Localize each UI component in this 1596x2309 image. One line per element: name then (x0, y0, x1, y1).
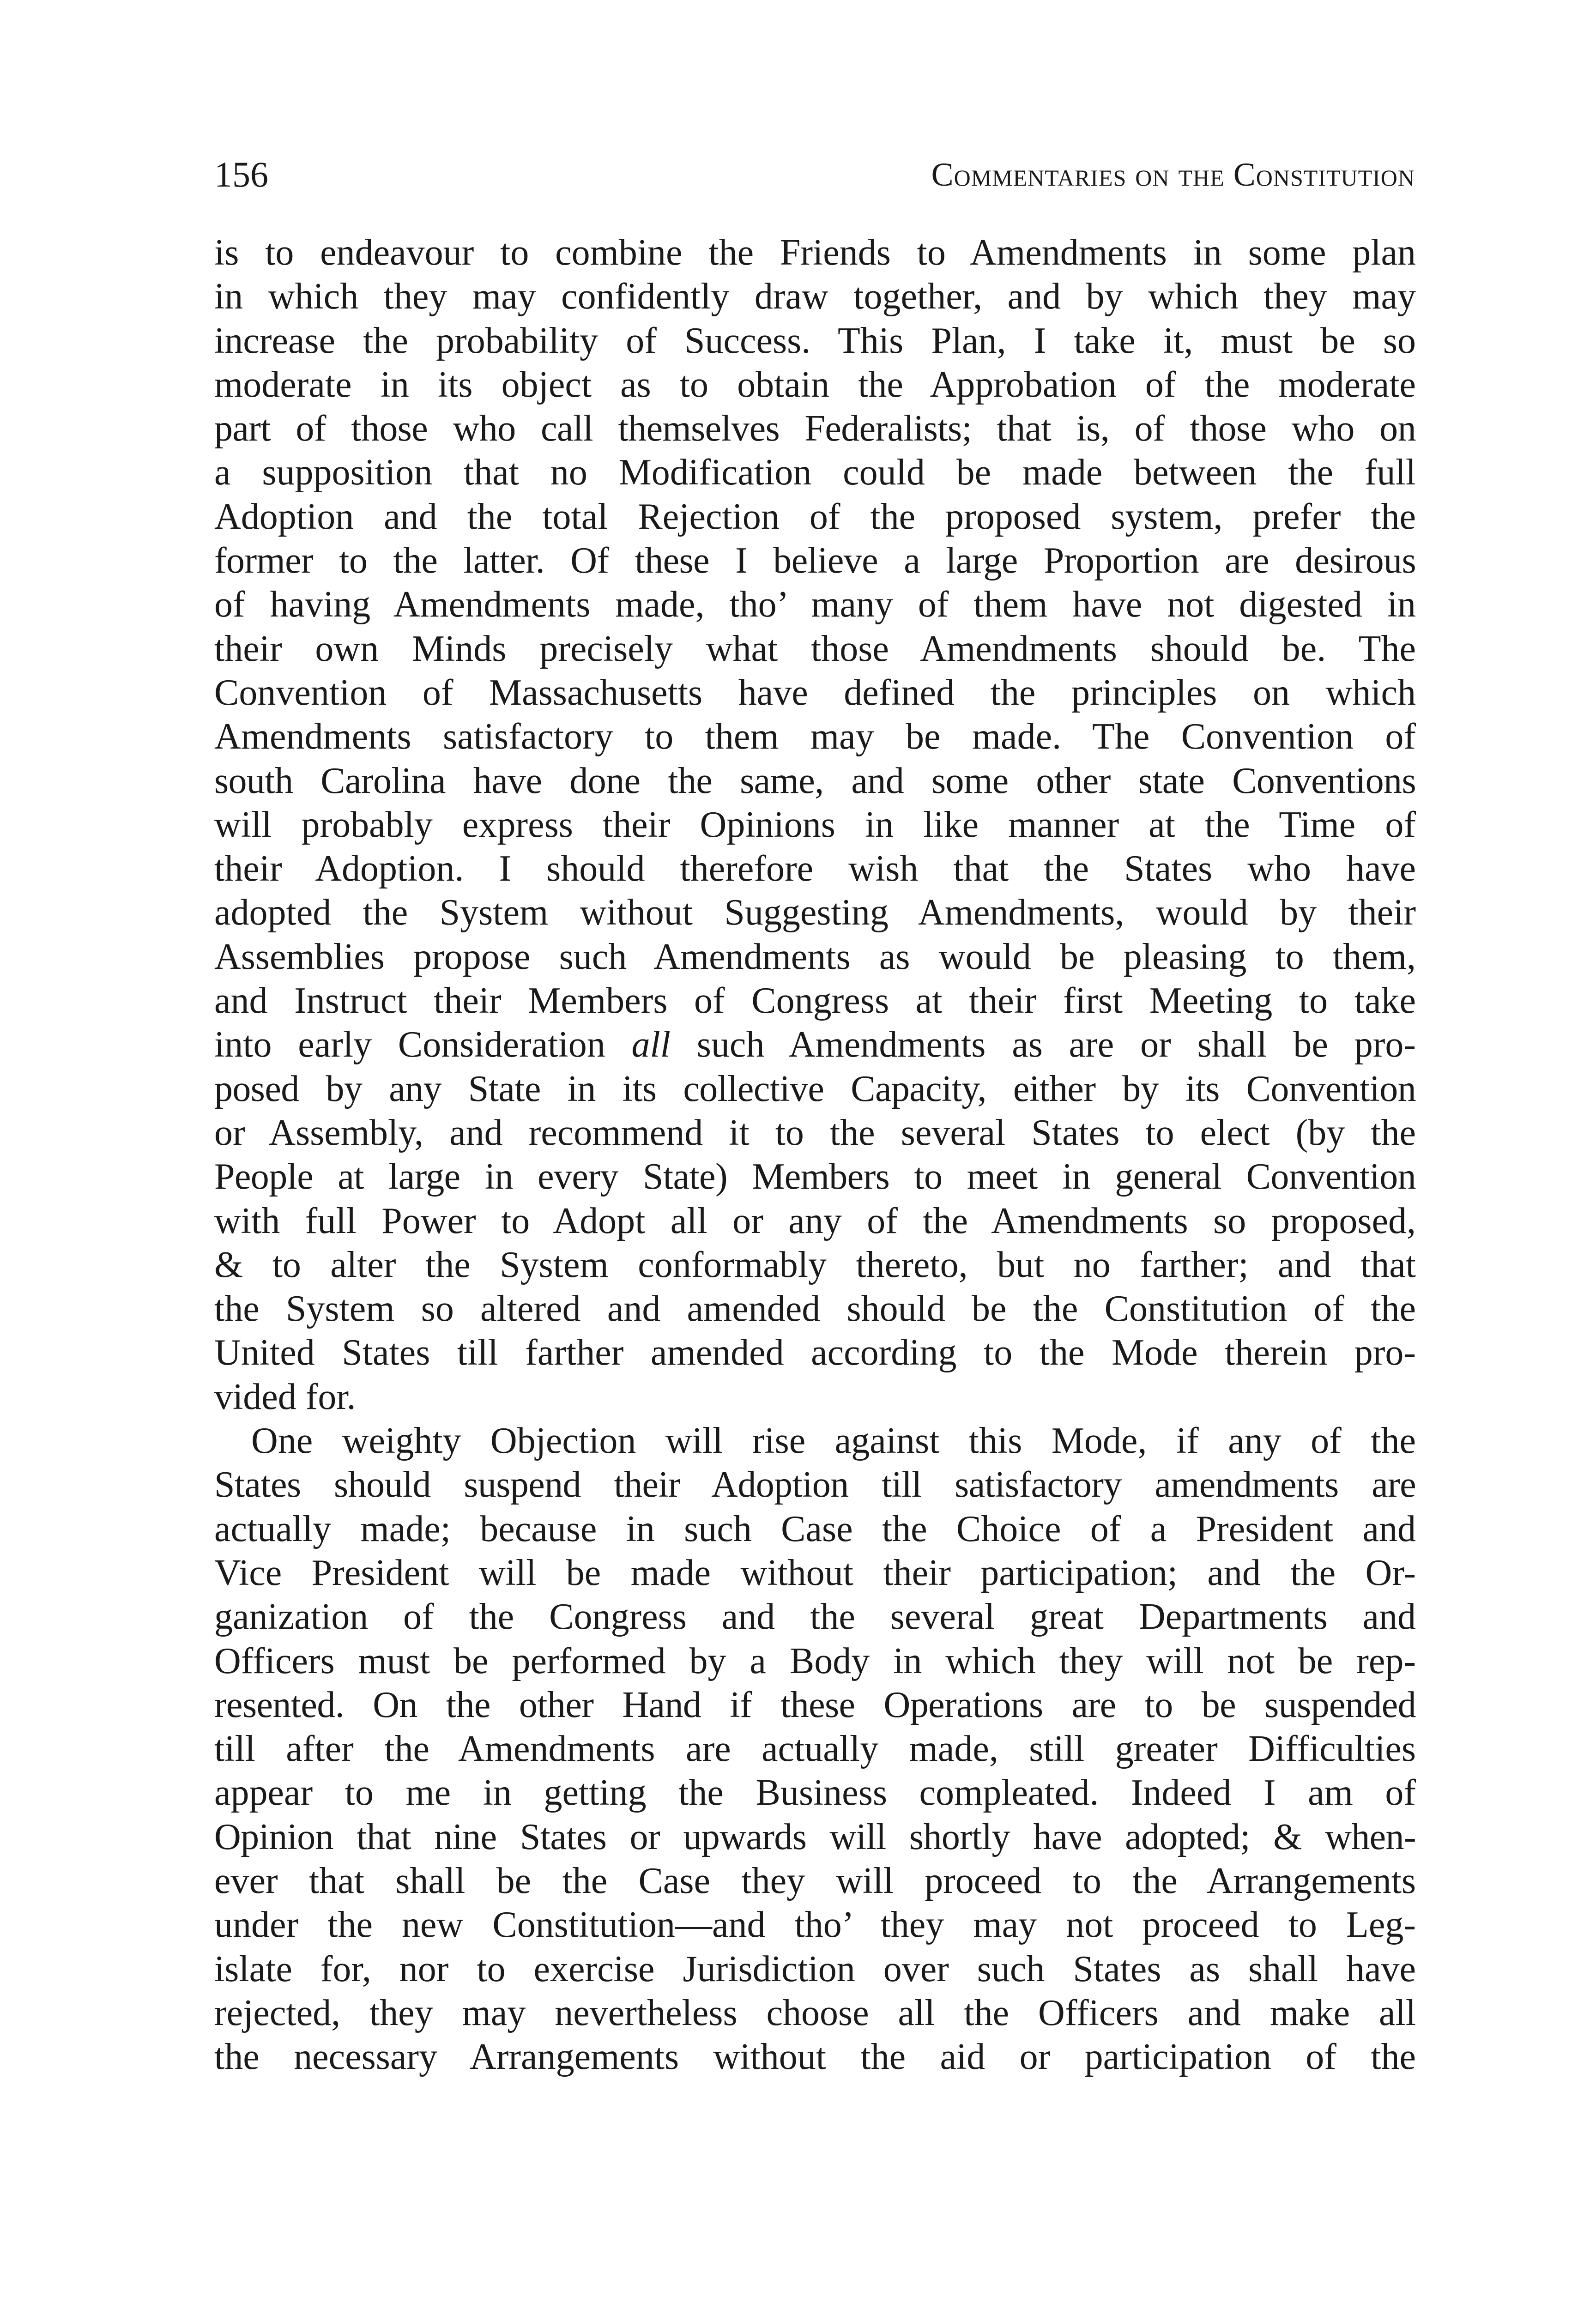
text-line: under the new Constitution—and tho’ they may not proceed to Leg- (214, 1904, 1416, 1946)
text-line: till after the Amendments are actually made, still greater Difficulties (214, 1729, 1416, 1770)
text-line: Officers must be performed by a Body in which they will not be rep- (214, 1640, 1416, 1681)
text-line: People at large in every State) Members to meet in general Convention (214, 1156, 1416, 1197)
text-line: or Assembly, and recommend it to the several States to elect (by the (214, 1112, 1416, 1153)
text-line: of having Amendments made, tho’ many of them have not digested in (214, 584, 1416, 625)
text-line: with full Power to Adopt all or any of the Amendments so proposed, (214, 1200, 1416, 1241)
emphasized-text: all (631, 1024, 671, 1065)
text-line: is to endeavour to combine the Friends to Amendments in some plan (214, 232, 1416, 273)
text-line: States should suspend their Adoption till satisfactory amendments are (214, 1464, 1416, 1505)
text-line: and Instruct their Members of Congress at their first Meeting to take (214, 980, 1416, 1022)
text-line: Amendments satisfactory to them may be made. The Convention of (214, 716, 1416, 757)
text-segment: into early Consideration (214, 1024, 605, 1065)
text-line: their Adoption. I should therefore wish that the States who have (214, 848, 1416, 889)
text-line: One weighty Objection will rise against this Mode, if any of the (251, 1420, 1416, 1462)
text-line: south Carolina have done the same, and some other state Conventions (214, 760, 1416, 801)
text-line: posed by any State in its collective Capacity, either by its Convention (214, 1068, 1416, 1109)
text-line: appear to me in getting the Business compleated. Indeed I am of (214, 1772, 1416, 1813)
text-line: vided for. (214, 1376, 356, 1417)
text-line (214, 1023, 1416, 1067)
text-line: United States till farther amended according to the Mode therein pro- (214, 1332, 1416, 1373)
text-line: actually made; because in such Case the Choice of a President and (214, 1508, 1416, 1549)
text-line: islate for, nor to exercise Jurisdiction over such States as shall have (214, 1948, 1416, 1989)
text-line: & to alter the System conformably thereto, but no farther; and that (214, 1244, 1416, 1285)
text-line: Vice President will be made without their participation; and the Or- (214, 1552, 1416, 1593)
page-header (214, 147, 1415, 202)
text-line: Opinion that nine States or upwards will shortly have adopted; & when- (214, 1816, 1416, 1857)
text-line: Assemblies propose such Amendments as would be pleasing to them, (214, 936, 1416, 977)
text-line: will probably express their Opinions in like manner at the Time of (214, 804, 1416, 845)
page-number: 156 (214, 154, 268, 194)
text-line: a supposition that no Modification could be made between the full (214, 452, 1416, 493)
text-line: part of those who call themselves Federalists; that is, of those who on (214, 408, 1416, 449)
text-line: rejected, they may nevertheless choose all the Officers and make all (214, 1992, 1416, 2033)
text-line: their own Minds precisely what those Amendments should be. The (214, 628, 1416, 669)
running-head: Commentaries on the Constitution (931, 156, 1415, 193)
text-line: adopted the System without Suggesting Amendments, would by their (214, 892, 1416, 933)
text-line: ganization of the Congress and the several great Departments and (214, 1596, 1416, 1638)
text-line: ever that shall be the Case they will proceed to the Arrangements (214, 1860, 1416, 1901)
text-line: in which they may confidently draw together, and by which they may (214, 276, 1416, 317)
text-line: Convention of Massachusetts have defined the principles on which (214, 672, 1416, 713)
text-line: resented. On the other Hand if these Operations are to be suspended (214, 1684, 1416, 1725)
body-text (214, 231, 1416, 2079)
text-line: Adoption and the total Rejection of the proposed system, prefer the (214, 496, 1416, 537)
text-line: the System so altered and amended should be the Constitution of the (214, 1288, 1416, 1330)
text-line: increase the probability of Success. This Plan, I take it, must be so (214, 320, 1416, 361)
text-line: the necessary Arrangements without the aid or participation of the (214, 2037, 1416, 2078)
text-segment: such Amendments as are or shall be pro- (696, 1024, 1416, 1065)
text-line: moderate in its object as to obtain the Approbation of the moderate (214, 364, 1416, 405)
text-line: former to the latter. Of these I believe a large Proportion are desirous (214, 540, 1416, 581)
